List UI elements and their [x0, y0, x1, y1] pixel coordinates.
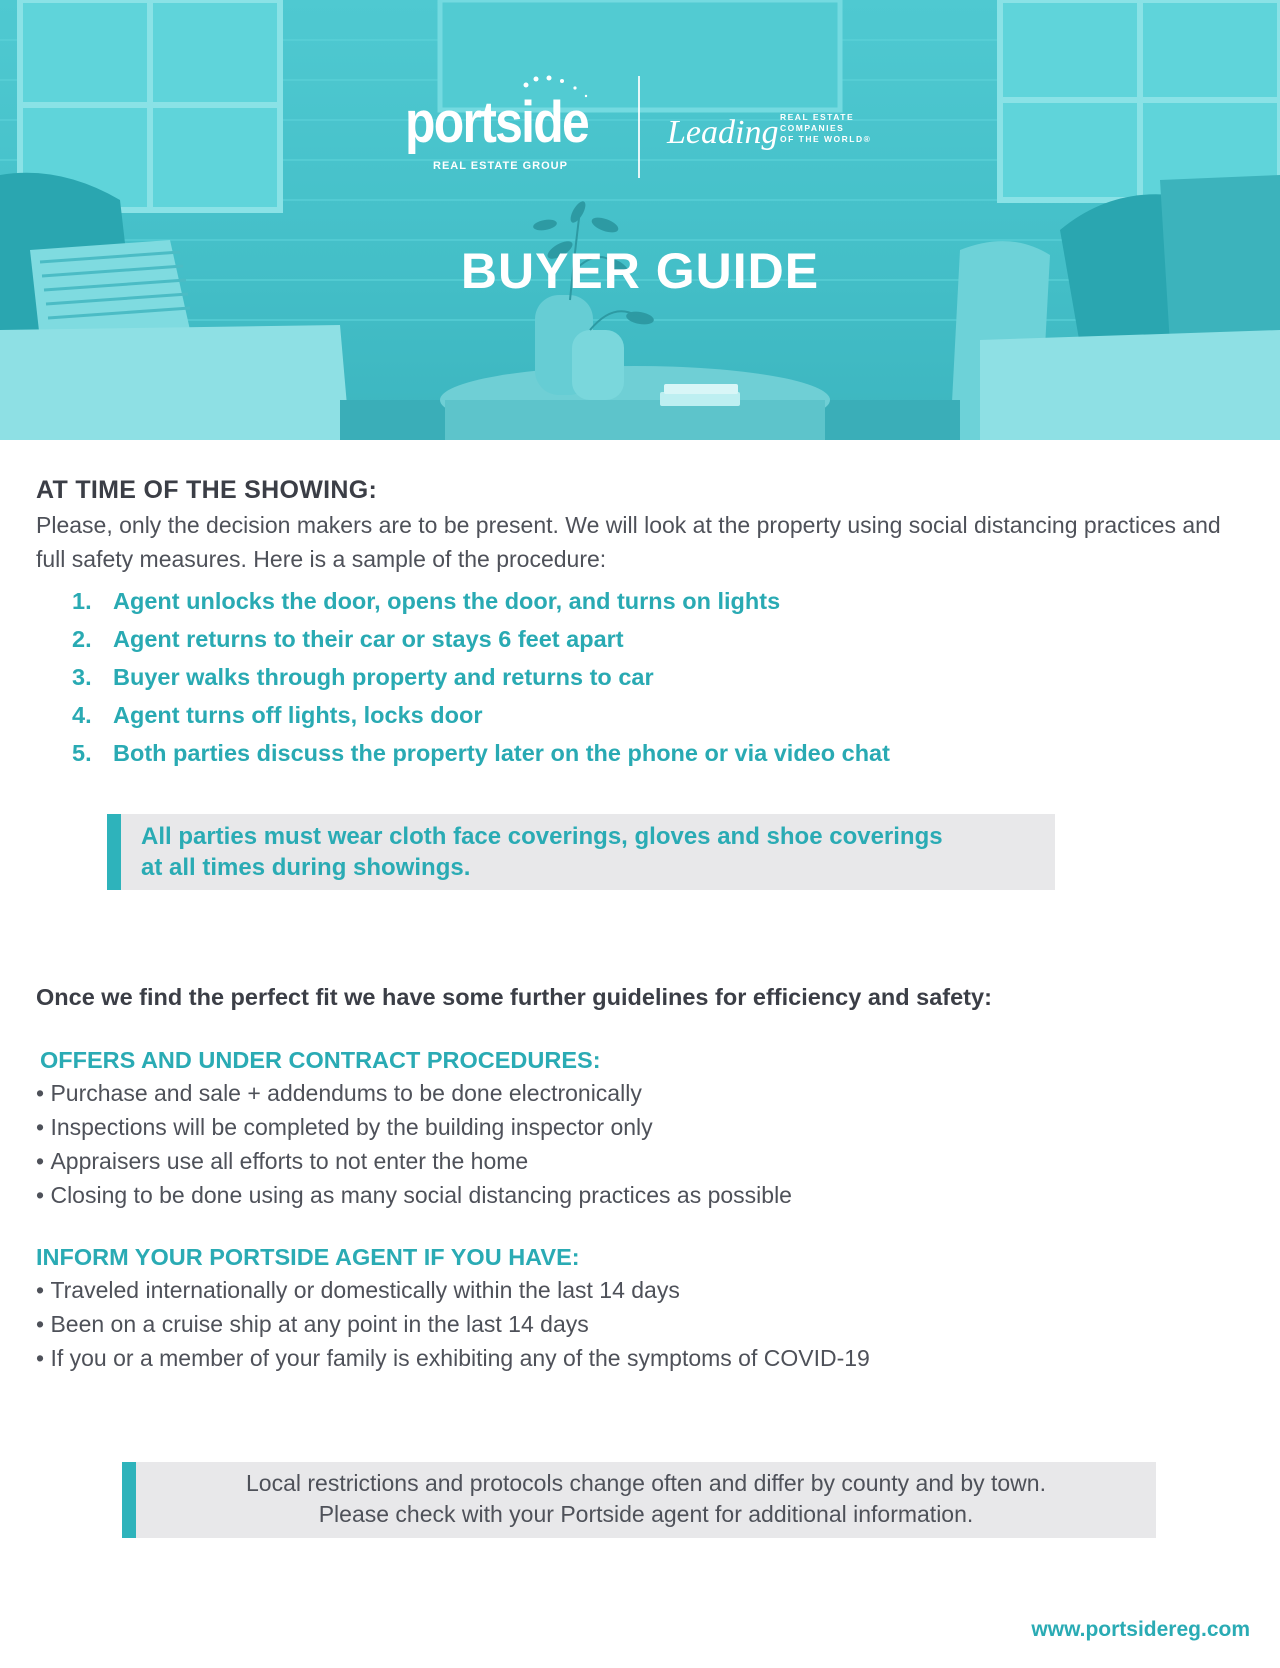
- logo-divider: [638, 76, 640, 178]
- portside-logo: portside: [405, 90, 589, 155]
- website-link[interactable]: www.portsidereg.com: [1031, 1618, 1250, 1641]
- procedure-step: 5. Both parties discuss the property later on the phone or via video chat: [72, 740, 890, 766]
- list-item: • Traveled internationally or domestically within the last 14 days: [36, 1273, 870, 1307]
- list-item: • Appraisers use all efforts to not enter the home: [36, 1144, 792, 1178]
- procedure-steps: [72, 582, 890, 772]
- list-item: • If you or a member of your family is exhibiting any of the symptoms of COVID-19: [36, 1341, 870, 1375]
- list-item: • Purchase and sale + addendums to be done electronically: [36, 1076, 792, 1110]
- procedure-step: 1. Agent unlocks the door, opens the door, and turns on lights: [72, 588, 781, 614]
- list-item: • Inspections will be completed by the building inspector only: [36, 1110, 792, 1144]
- list-item: • Closing to be done using as many social distancing practices as possible: [36, 1178, 792, 1212]
- procedure-step: 3. Buyer walks through property and returns to car: [72, 664, 654, 690]
- inform-heading: INFORM YOUR PORTSIDE AGENT IF YOU HAVE:: [36, 1244, 580, 1270]
- local-restrictions-callout: Local restrictions and protocols change often and differ by county and by town. Please check with your Portside agent for additional information.: [122, 1462, 1156, 1538]
- hero-banner: [0, 0, 1280, 440]
- leading-logo-tagline: REAL ESTATE COMPANIES OF THE WORLD®: [780, 112, 872, 144]
- safety-callout: All parties must wear cloth face coverings, gloves and shoe coverings at all times during showings.: [107, 814, 1055, 890]
- page-title: BUYER GUIDE: [460, 243, 820, 299]
- showing-heading: AT TIME OF THE SHOWING:: [36, 476, 378, 504]
- procedure-step: 4. Agent turns off lights, locks door: [72, 702, 483, 728]
- further-guidelines-line: Once we find the perfect fit we have some further guidelines for efficiency and safety:: [36, 984, 992, 1010]
- offers-list: [36, 1076, 792, 1212]
- leading-logo: Leading: [667, 114, 779, 151]
- inform-list: [36, 1273, 870, 1375]
- living-room-photo: [0, 0, 1280, 440]
- list-item: • Been on a cruise ship at any point in the last 14 days: [36, 1307, 870, 1341]
- logo-area: [405, 76, 885, 186]
- procedure-step: 2. Agent returns to their car or stays 6 feet apart: [72, 626, 624, 652]
- showing-intro: Please, only the decision makers are to be present. We will look at the property using social distancing practices and full safety measures. Here is a sample of the procedure:: [36, 512, 1221, 572]
- offers-heading: OFFERS AND UNDER CONTRACT PROCEDURES:: [40, 1047, 601, 1073]
- portside-logo-subtitle: REAL ESTATE GROUP: [433, 160, 568, 172]
